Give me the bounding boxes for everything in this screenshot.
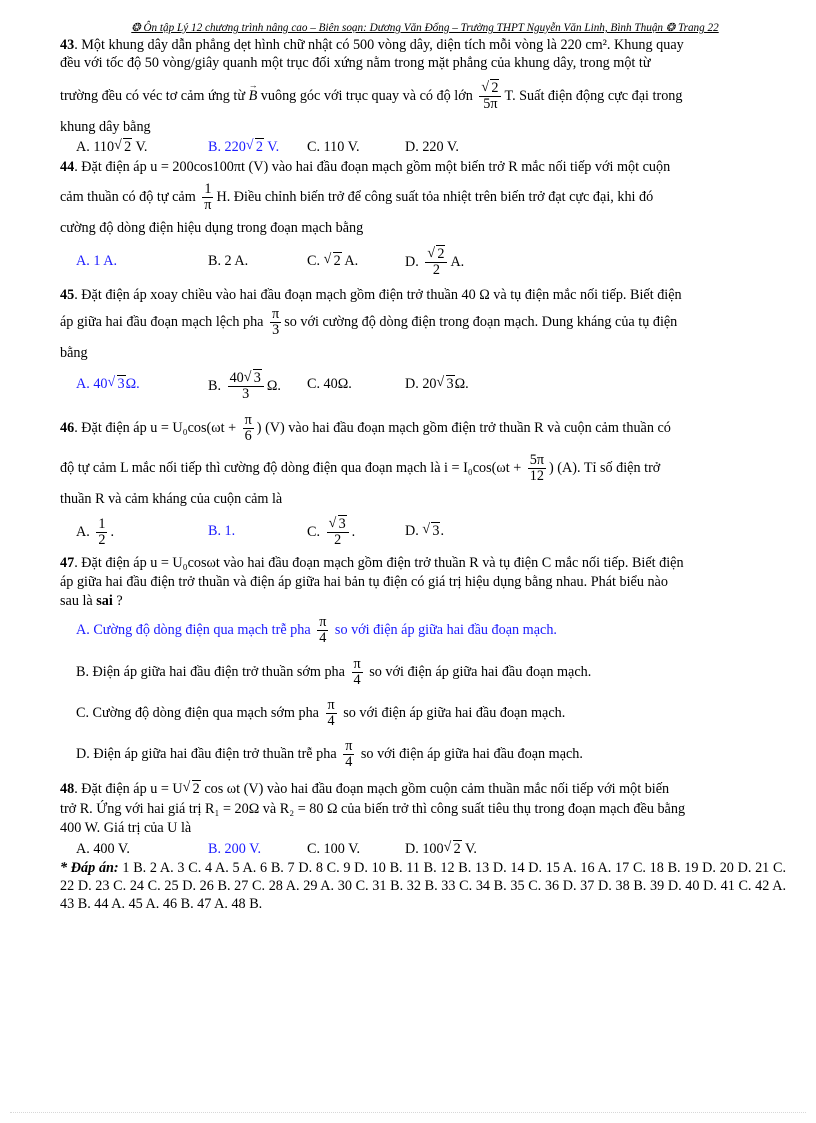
fraction-sqrt2-over-5pi <box>479 81 501 112</box>
question-number: 43 <box>60 37 75 53</box>
option-c: C. Cường độ dòng điện qua mạch sớm pha $\frac{\pi}{4}$ so với điện áp giữa hai đầu đoạn mạch. <box>76 697 566 730</box>
question-number: 48 <box>60 781 75 797</box>
option-a: A. 400 V. <box>76 841 130 857</box>
question-text: T. Suất điện động cực đại trong <box>504 88 683 104</box>
question-46 <box>60 410 784 446</box>
question-43-line3 <box>60 78 784 114</box>
option-c: C. √ $\frac{3}{2}$ . <box>307 508 355 556</box>
option-a: A. $\frac{1}{2}$ . <box>76 516 114 549</box>
question-46-line3 <box>60 490 784 508</box>
option-b-correct: B. 200 V. <box>208 841 262 857</box>
question-text: đều với tốc độ 50 vòng/giây quanh một trục đối xứng nằm trong mặt phẳng của khung dây, trong một từ <box>60 55 651 71</box>
question-45-line2 <box>60 304 784 340</box>
question-text: vuông góc với trục quay và có độ lớn <box>260 88 473 104</box>
question-47-line2 <box>60 573 784 591</box>
option-b: B. Điện áp giữa hai đầu điện trở thuần sớm pha $\frac{\pi}{4}$ so với điện áp giữa hai đầu đoạn mạch. <box>76 656 592 689</box>
question-text: áp giữa hai đầu điện trở thuần và điện áp giữa hai bản tụ điện có giá trị hiệu dụng bằng nhau. Phát biểu nào <box>60 574 668 590</box>
option-c: C. 40Ω. <box>307 376 352 392</box>
question-text: sau là <box>60 593 93 609</box>
option-d: D. 100√ 2 V. <box>405 841 477 858</box>
option-a-correct: A. Cường độ dòng điện qua mạch trễ pha $\frac{\pi}{4}$ so với điện áp giữa hai đầu đoạn mạch. <box>76 614 557 647</box>
answer-key-label: * Đáp án: <box>60 860 119 876</box>
question-text: bằng <box>60 345 88 361</box>
question-number: 47 <box>60 555 75 571</box>
question-text: . Một khung dây dẫn phẳng dẹt hình chữ nhật có 500 vòng dây, diện tích mỗi vòng là 220 cm². Khung quay <box>74 37 684 53</box>
denominator: 5π <box>483 96 498 113</box>
fraction-pi-over-3: $\frac{\pi}{3}$ <box>272 306 280 339</box>
question-47-line3: sau là sai ? <box>60 593 123 609</box>
answer-key-text: 1 B. 2 A. 3 C. 4 A. 5 A. 6 B. 7 D. 8 C. 9 D. 10 B. 11 B. 12 B. 13 D. 14 D. 15 A. 16 A. 17 C. 18 B. 19 D. 20 D. 21 C. 22 D. 23 C. 24 C. 25 D. 26 B. 27 C. 28 A. 29 A. 30 C. 31 B. 32 B. 33 C. 34 B. 35 C. 36 D. 37 D. 38 B. 39 D. 40 D. 41 C. 42 A. 43 B. 44 A. 45 A. 46 B. 47 A. 48 B. <box>60 860 786 912</box>
option-b: B. $\frac{40√ 3}{3}$ Ω. <box>208 362 281 410</box>
page-bottom-border <box>10 1112 806 1113</box>
question-text: cường độ dòng điện hiệu dụng trong đoạn mạch bằng <box>60 220 364 236</box>
question-text: . Đặt điện áp u = U₀cos(ωt + <box>74 420 237 436</box>
question-45-line3 <box>60 344 784 362</box>
question-45 <box>60 286 784 304</box>
question-46-line2 <box>60 450 784 486</box>
question-number: 44 <box>60 159 75 175</box>
question-48: 48. Đặt điện áp u = U√ 2 cos ωt (V) vào hai đầu đoạn mạch gồm cuộn cảm thuần mắc nối tiếp với một biến <box>60 780 784 798</box>
option-b: B. 2 A. <box>208 253 249 269</box>
question-text: cos ωt (V) vào hai đầu đoạn mạch gồm cuộn cảm thuần mắc nối tiếp với một biến <box>204 781 670 797</box>
question-text: ) (A). Tỉ số điện trở <box>549 460 661 476</box>
question-text: thuần R và cảm kháng của cuộn cảm là <box>60 491 283 507</box>
question-number: 45 <box>60 287 75 303</box>
question-text: . Đặt điện áp xoay chiều vào hai đầu đoạn mạch gồm điện trở thuần 40 Ω và tụ điện mắc nối tiếp. Biết điện <box>74 287 682 303</box>
radicand: 2 <box>491 80 499 97</box>
question-text: trở R. Ứng với hai giá trị R₁ = 20Ω và R₂ = 80 Ω của biến trở thì công suất tiêu thụ trong đoạn mạch đều bằng <box>60 801 686 817</box>
question-text: khung dây bằng <box>60 119 151 135</box>
page-header: ❂ Ôn tập Lý 12 chương trình nâng cao – Biên soạn: Dương Văn Đổng – Trường THPT Nguyễn Văn Linh, Bình Thuận ❂ Trang 22 <box>131 22 719 34</box>
question-47 <box>60 554 784 572</box>
question-48-line3 <box>60 819 784 837</box>
option-b-correct: B. 220√ 2 V. <box>208 139 279 156</box>
fraction-pi-over-6: $\frac{\pi}{6}$ <box>244 412 252 445</box>
question-number: 46 <box>60 420 75 436</box>
question-text: . Đặt điện áp u = U <box>74 781 183 797</box>
option-c: C. √ 2 A. <box>307 253 358 270</box>
question-text: . Đặt điện áp u = 200cos100πt (V) vào hai đầu đoạn mạch gồm một biến trở R mắc nối tiếp với một cuộn <box>74 159 671 175</box>
option-d: D. 220 V. <box>405 139 459 155</box>
question-text: cảm thuần có độ tự cảm <box>60 189 196 205</box>
fraction-1-over-pi: $\frac{1}{\pi}$ <box>204 181 212 214</box>
vector-b-symbol: B → <box>249 78 258 114</box>
emphasis-sai: sai <box>96 593 113 609</box>
question-text: H. Điều chỉnh biến trở để công suất tỏa nhiệt trên biến trở đạt cực đại, khi đó <box>216 189 654 205</box>
question-text: độ tự cảm L mắc nối tiếp thì cường độ dòng điện qua đoạn mạch là i = I₀cos(ωt + <box>60 460 522 476</box>
option-d: D. Điện áp giữa hai đầu điện trở thuần trễ pha $\frac{\pi}{4}$ so với điện áp giữa hai đầu đoạn mạch. <box>76 738 583 771</box>
option-a-correct: A. 40√ 3Ω. <box>76 376 140 393</box>
question-43 <box>60 36 784 54</box>
question-text: trường đều có véc tơ cảm ứng từ <box>60 88 246 104</box>
question-text: . Đặt điện áp u = U₀cosωt vào hai đầu đoạn mạch gồm điện trở thuần R và tụ điện C mắc nối tiếp. Biết điện <box>74 555 684 571</box>
question-44-line2 <box>60 179 784 215</box>
question-text: so với cường độ dòng điện trong đoạn mạch. Dung kháng của tụ điện <box>284 314 678 330</box>
option-d: D. 20√ 3Ω. <box>405 376 469 393</box>
question-43-line2 <box>60 54 784 72</box>
option-d: D. √ $\frac{2}{2}$ A. <box>405 238 464 286</box>
question-48-line2 <box>60 800 784 818</box>
option-a: A. 110√ 2 V. <box>76 139 147 156</box>
option-c: C. 110 V. <box>307 139 360 155</box>
question-43-line4 <box>60 118 784 136</box>
question-text: ) (V) vào hai đầu đoạn mạch gồm điện trở thuần R và cuộn cảm thuần có <box>256 420 671 436</box>
option-d: D. √ 3. <box>405 523 444 540</box>
question-44 <box>60 158 784 176</box>
option-b-correct: B. 1. <box>208 523 236 539</box>
option-c: C. 100 V. <box>307 841 361 857</box>
question-text: áp giữa hai đầu đoạn mạch lệch pha <box>60 314 264 330</box>
answer-key <box>60 859 786 913</box>
question-44-line3 <box>60 219 784 237</box>
option-a-correct: A. 1 A. <box>76 253 117 269</box>
question-text: 400 W. Giá trị của U là <box>60 820 192 836</box>
fraction-5pi-over-12: $\frac{5\pi}{12}$ <box>529 452 545 485</box>
